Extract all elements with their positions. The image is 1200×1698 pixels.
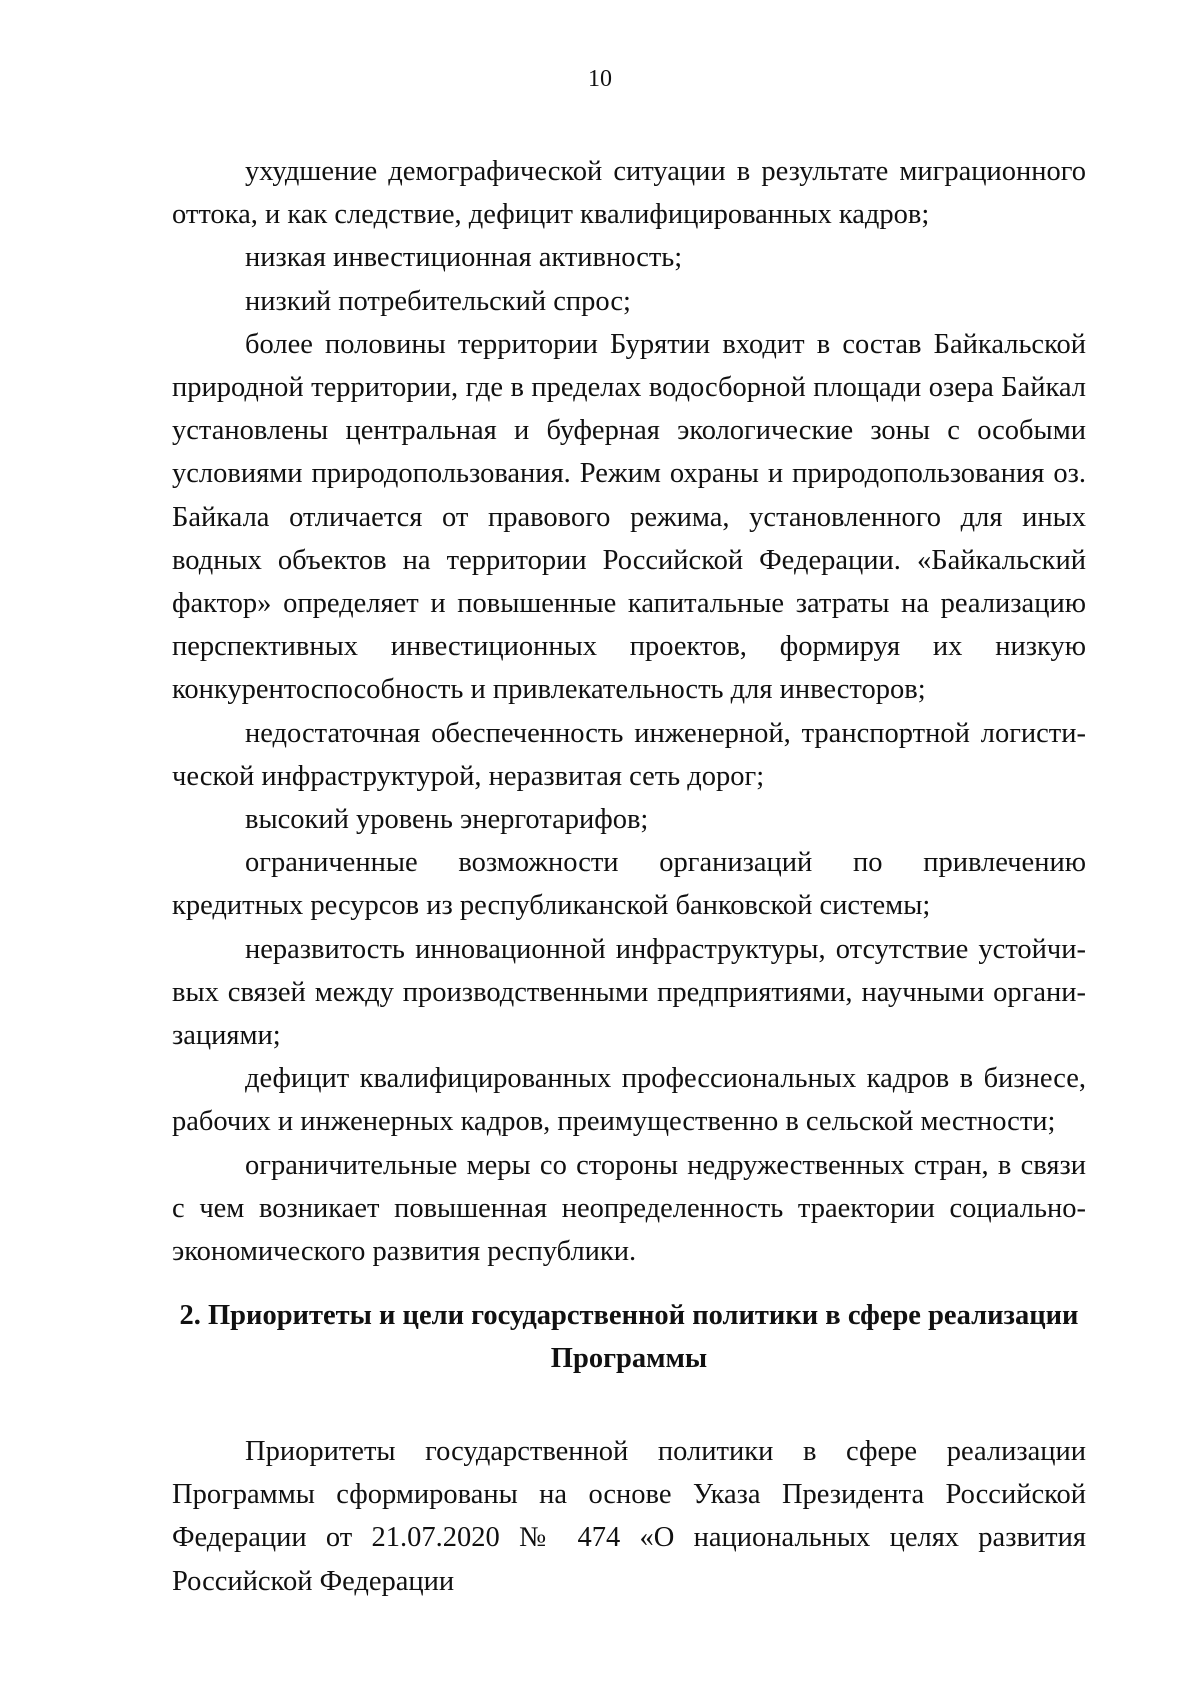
section-heading-line-1: 2. Приоритеты и цели государственной политики в сфере реализации: [179, 1300, 1079, 1331]
page-number: 10: [588, 66, 612, 92]
challenges-list: [172, 150, 1086, 1273]
paragraph-restrictive-measures: ограничительные меры со стороны недружественных стран, в связи с чем возникает повышенная неопределенность траектории социально-экономического развития республики.: [172, 1149, 1086, 1268]
section-heading: [172, 1294, 1086, 1380]
paragraph-baikal-territory: более половины территории Бурятии входит в состав Байкальской природной территории, где в пределах водосборной площади озера Байкал установлены центральная и буферная экологические зоны с особыми условиями природопользования. Режим охраны и природопользования оз. Байкала отличается от правового режима, установленного для иных водных объектов на территории Российской Федерации. «Байкальский фактор» определяет и повышенные капитальные затраты на реализацию перспективных инвестиционных проектов, формируя их низкую конкурентоспособность и привлекательность для инвесторов;: [172, 328, 1086, 706]
section-body: [172, 1430, 1086, 1603]
paragraph-priorities-intro: Приоритеты государственной политики в сфере реализации Программы сформированы на основе Указа Президента Российской Федерации от 21.07.2020 № 474 «О национальных целях развития Российской Федерации: [172, 1436, 1086, 1597]
paragraph-energy-tariffs: высокий уровень энерготарифов;: [245, 804, 649, 836]
paragraph-consumer-demand: низкий потребительский спрос;: [245, 285, 631, 317]
paragraph-staff-shortage: дефицит квалифицированных профессиональных кадров в бизнесе, рабочих и инженерных кадров, преимущественно в сельской местности;: [172, 1063, 1086, 1138]
section-heading-line-2: Программы: [550, 1343, 708, 1374]
paragraph-innovation-infrastructure: неразвитость инновационной инфраструктуры, отсутствие устойчивых связей между производственными предприятиями, научными организациями;: [172, 933, 1086, 1052]
paragraph-infrastructure: недостаточная обеспеченность инженерной, транспортной логистической инфраструктурой, неразвитая сеть дорог;: [172, 717, 1086, 792]
paragraph-demographics: ухудшение демографической ситуации в результате миграционного оттока, и как следствие, дефицит квалифицированных кадров;: [172, 156, 1086, 231]
paragraph-investment-activity: низкая инвестиционная активность;: [245, 242, 683, 274]
paragraph-credit-resources: ограниченные возможности организаций по привлечению кредитных ресурсов из республиканской банковской системы;: [172, 847, 1086, 922]
